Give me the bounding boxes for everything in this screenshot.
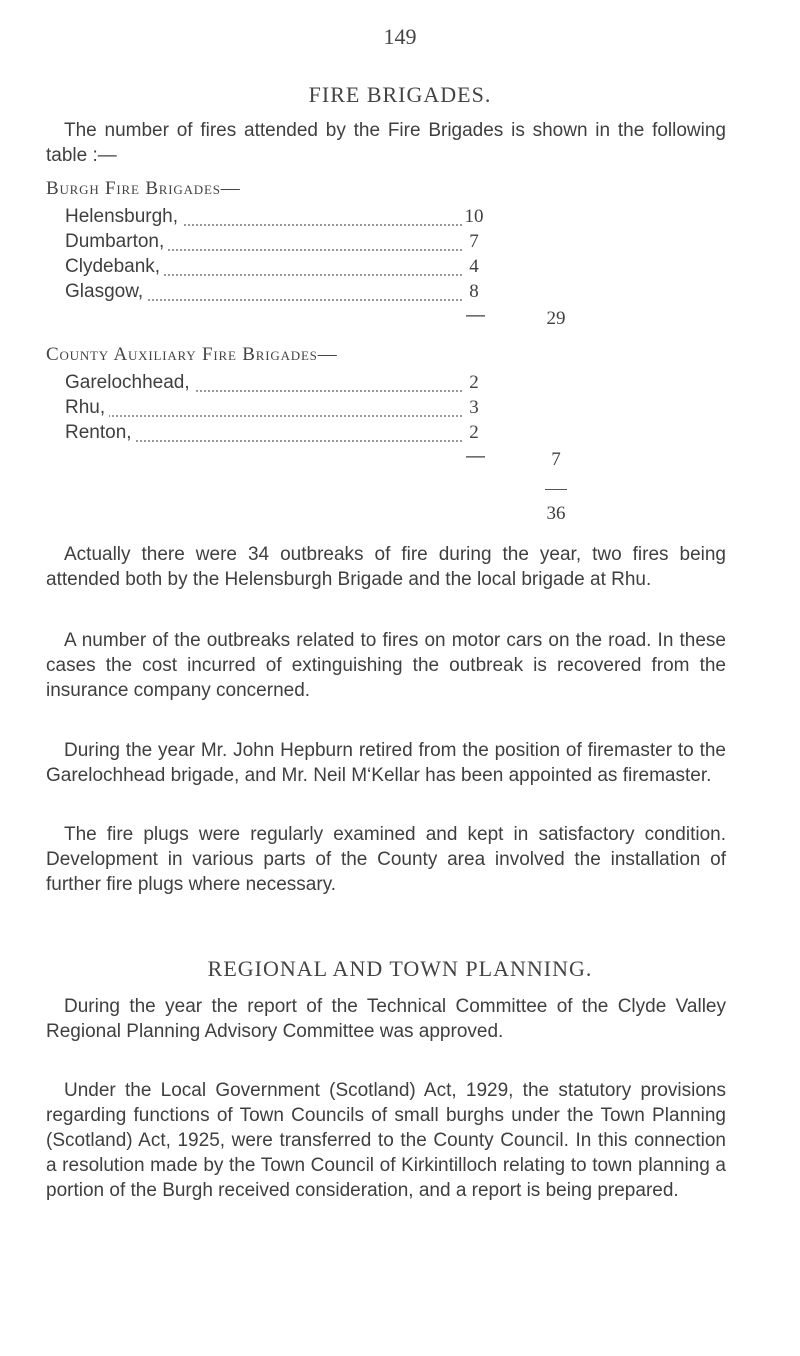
- fire-paragraph: During the year Mr. John Hepburn retired from the position of firemaster to the Garelochhead brigade, and Mr. Neil M‘Kellar has been appointed as firemaster.: [46, 740, 726, 786]
- planning-paragraph: During the year the report of the Technical Committee of the Clyde Valley Regional Planning Advisory Committee was approved.: [46, 996, 726, 1042]
- burgh-subtotal: 29: [546, 308, 566, 329]
- burgh-dash: —: [466, 305, 485, 326]
- fire-brigades-heading: FIRE BRIGADES.: [308, 82, 492, 107]
- fire-intro-paragraph: The number of fires attended by the Fire Brigades is shown in the following table :—: [46, 120, 726, 166]
- brigade-name: Helensburgh,: [65, 206, 182, 228]
- brigade-name: Rhu,: [65, 397, 109, 419]
- total-rule: [545, 489, 567, 490]
- fire-paragraph: The fire plugs were regularly examined and kept in satisfactory condition. Development in various parts of the County area involved the installation of further fire plugs where necessary.: [46, 824, 726, 895]
- table-row: [65, 281, 485, 307]
- brigade-name: Clydebank,: [65, 256, 164, 278]
- grand-total: 36: [546, 503, 566, 524]
- brigade-name: Dumbarton,: [65, 231, 168, 253]
- fire-paragraph: Actually there were 34 outbreaks of fire during the year, two fires being attended both by the Helensburgh Brigade and the local brigade at Rhu.: [46, 544, 726, 590]
- fire-count: 2: [463, 422, 485, 444]
- planning-heading: REGIONAL AND TOWN PLANNING.: [207, 956, 593, 981]
- fire-paragraph: A number of the outbreaks related to fires on motor cars on the road. In these cases the cost incurred of extinguishing the outbreak is recovered from the insurance company concerned.: [46, 630, 726, 701]
- fire-count: 3: [463, 397, 485, 419]
- fire-count: 10: [464, 206, 484, 227]
- county-subtotal: 7: [551, 449, 561, 470]
- table-row: [65, 422, 485, 448]
- fire-count: 8: [463, 281, 485, 303]
- brigade-name: Garelochhead,: [65, 372, 194, 394]
- page-number: 149: [383, 24, 417, 49]
- county-section-label: County Auxiliary Fire Brigades—: [46, 344, 338, 365]
- planning-paragraph: Under the Local Government (Scotland) Act, 1929, the statutory provisions regarding functions of Town Councils of small burghs under the Town Planning (Scotland) Act, 1925, were transferred to the County Council. In this connection a resolution made by the Town Council of Kirkintilloch relating to town planning a portion of the Burgh received consideration, and a report is being prepared.: [46, 1080, 726, 1201]
- county-dash: —: [466, 446, 485, 467]
- burgh-section-label: Burgh Fire Brigades—: [46, 178, 241, 199]
- fire-count: 7: [463, 231, 485, 253]
- brigade-name: Renton,: [65, 422, 136, 444]
- brigade-name: Glasgow,: [65, 281, 147, 303]
- fire-count: 4: [463, 256, 485, 278]
- fire-count: 2: [463, 372, 485, 394]
